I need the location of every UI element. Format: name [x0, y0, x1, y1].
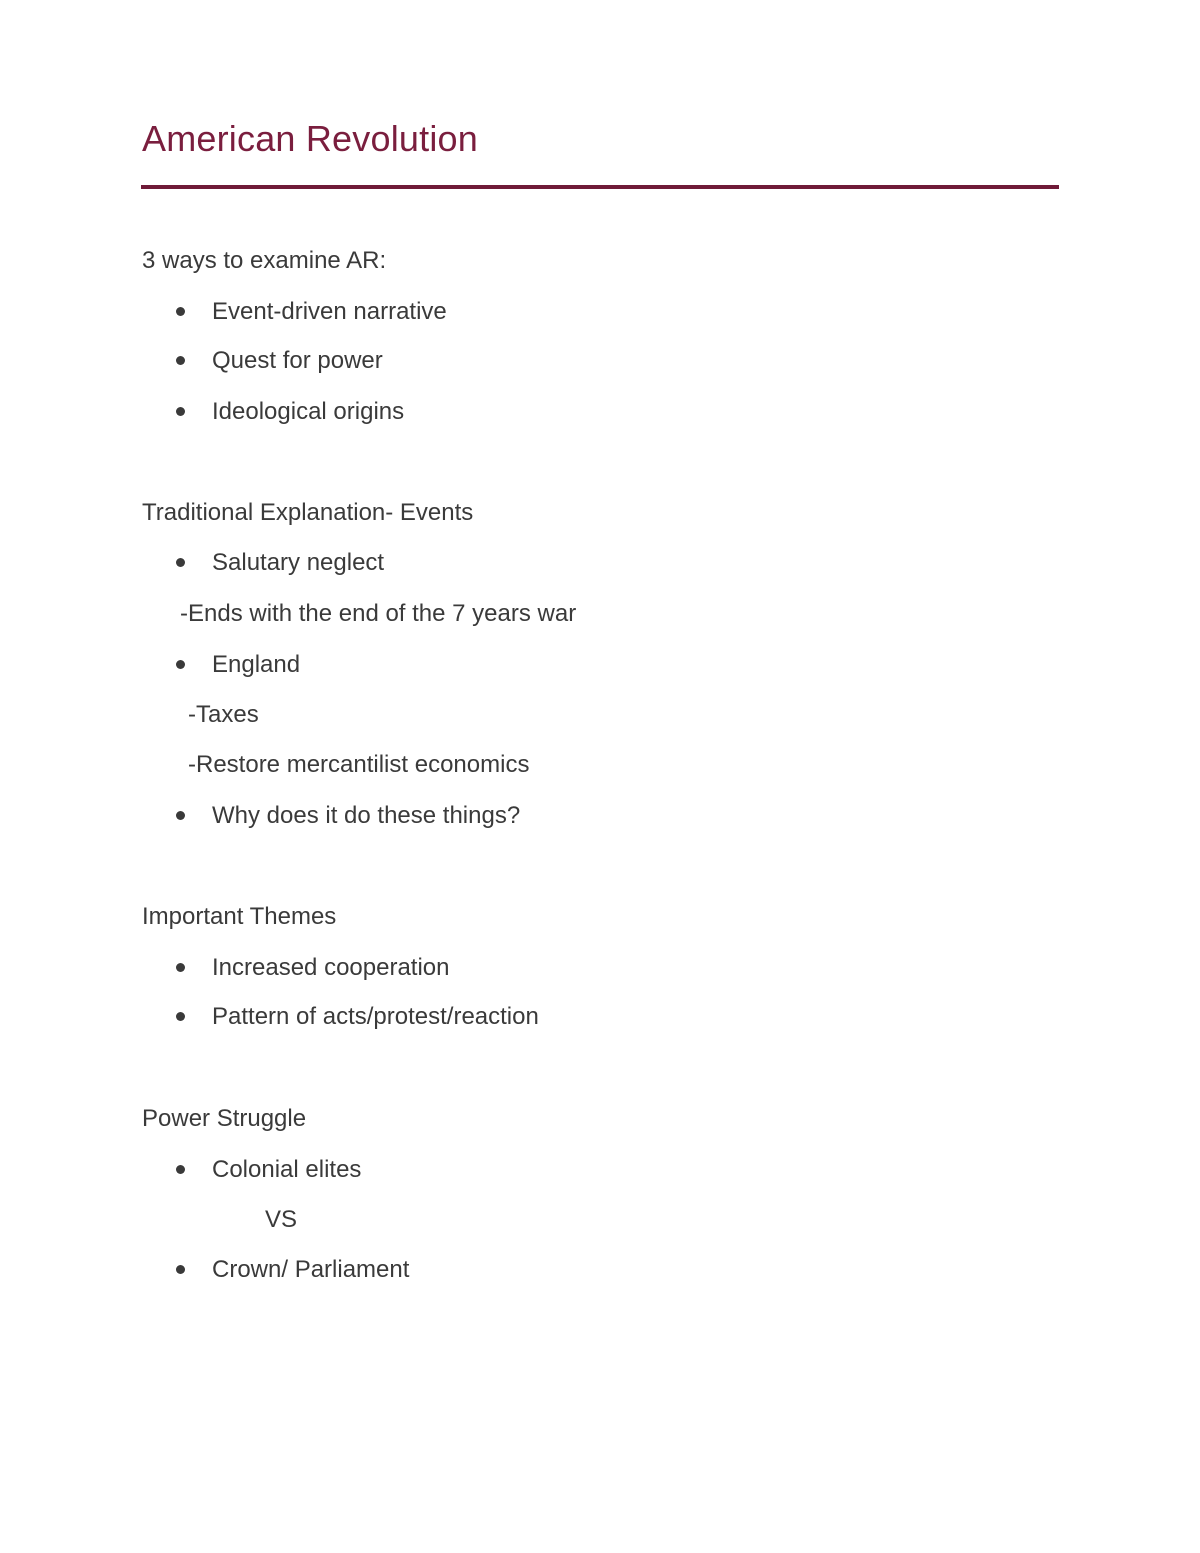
- list-item-text: Pattern of acts/protest/reaction: [212, 1003, 539, 1030]
- sub-note: -Restore mercantilist economics: [188, 751, 530, 778]
- bullet-icon: [176, 307, 185, 316]
- list-item-text: Why does it do these things?: [212, 802, 521, 829]
- bullet-icon: [176, 811, 185, 820]
- title-underline: [141, 185, 1059, 189]
- list-item-text: Increased cooperation: [212, 954, 450, 981]
- list-item-text: Event-driven narrative: [212, 298, 447, 325]
- list-item-text: Crown/ Parliament: [212, 1256, 410, 1283]
- sub-note: -Taxes: [188, 701, 259, 728]
- list-item-text: Salutary neglect: [212, 549, 385, 576]
- section-heading-ways: 3 ways to examine AR:: [142, 247, 387, 274]
- bullet-icon: [176, 1165, 185, 1174]
- section-heading-power: Power Struggle: [142, 1105, 307, 1132]
- list-item-text: England: [212, 651, 301, 678]
- bullet-icon: [176, 407, 185, 416]
- bullet-icon: [176, 660, 185, 669]
- sub-note: -Ends with the end of the 7 years war: [180, 600, 577, 627]
- bullet-icon: [176, 558, 185, 567]
- bullet-icon: [176, 1265, 185, 1274]
- list-item-text: Ideological origins: [212, 398, 405, 425]
- list-item-text: Colonial elites: [212, 1156, 362, 1183]
- bullet-icon: [176, 1012, 185, 1021]
- bullet-icon: [176, 356, 185, 365]
- bullet-icon: [176, 963, 185, 972]
- document-title: American Revolution: [142, 118, 478, 159]
- versus-label: VS: [265, 1206, 298, 1233]
- list-item-text: Quest for power: [212, 347, 383, 374]
- section-heading-traditional: Traditional Explanation- Events: [142, 499, 474, 526]
- section-heading-themes: Important Themes: [142, 903, 337, 930]
